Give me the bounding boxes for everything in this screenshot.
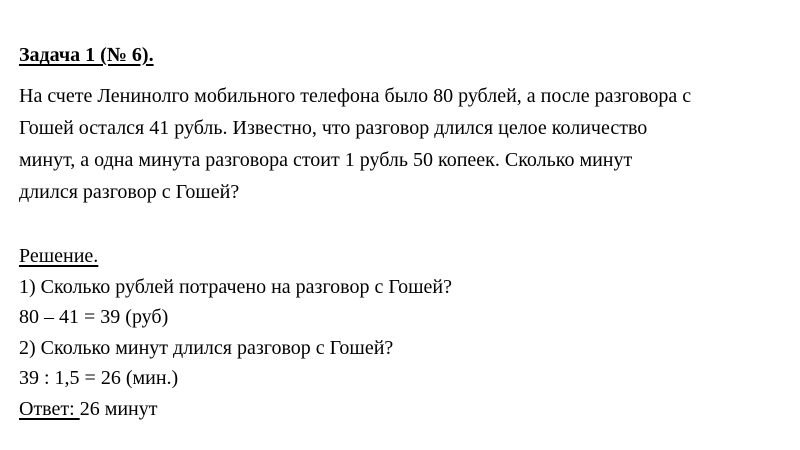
problem-line: Гошей остался 41 рубль. Известно, что разговор длился целое количество xyxy=(19,117,648,139)
task-title: Задача 1 (№ 6). xyxy=(19,44,154,66)
problem-statement xyxy=(19,80,794,208)
step2-question: 2) Сколько минут длился разговор с Гошей? xyxy=(19,336,394,359)
problem-line: На счете Ленинолго мобильного телефона было 80 рублей, а после разговора с xyxy=(19,85,692,107)
step1-question: 1) Сколько рублей потрачено на разговор с Гошей? xyxy=(19,275,452,298)
problem-line: минут, а одна минута разговора стоит 1 рубль 50 копеек. Сколько минут xyxy=(19,149,633,171)
answer-value: 26 минут xyxy=(79,397,158,420)
solution-section xyxy=(19,241,452,425)
answer-label: Ответ: xyxy=(19,397,80,420)
document-page xyxy=(19,0,794,450)
solution-heading: Решение. xyxy=(19,245,99,267)
answer-line xyxy=(19,394,452,425)
problem-line: длился разговор с Гошей? xyxy=(19,181,240,203)
step1-calculation: 80 – 41 = 39 (руб) xyxy=(19,306,169,329)
step2-calculation: 39 : 1,5 = 26 (мин.) xyxy=(19,367,179,390)
